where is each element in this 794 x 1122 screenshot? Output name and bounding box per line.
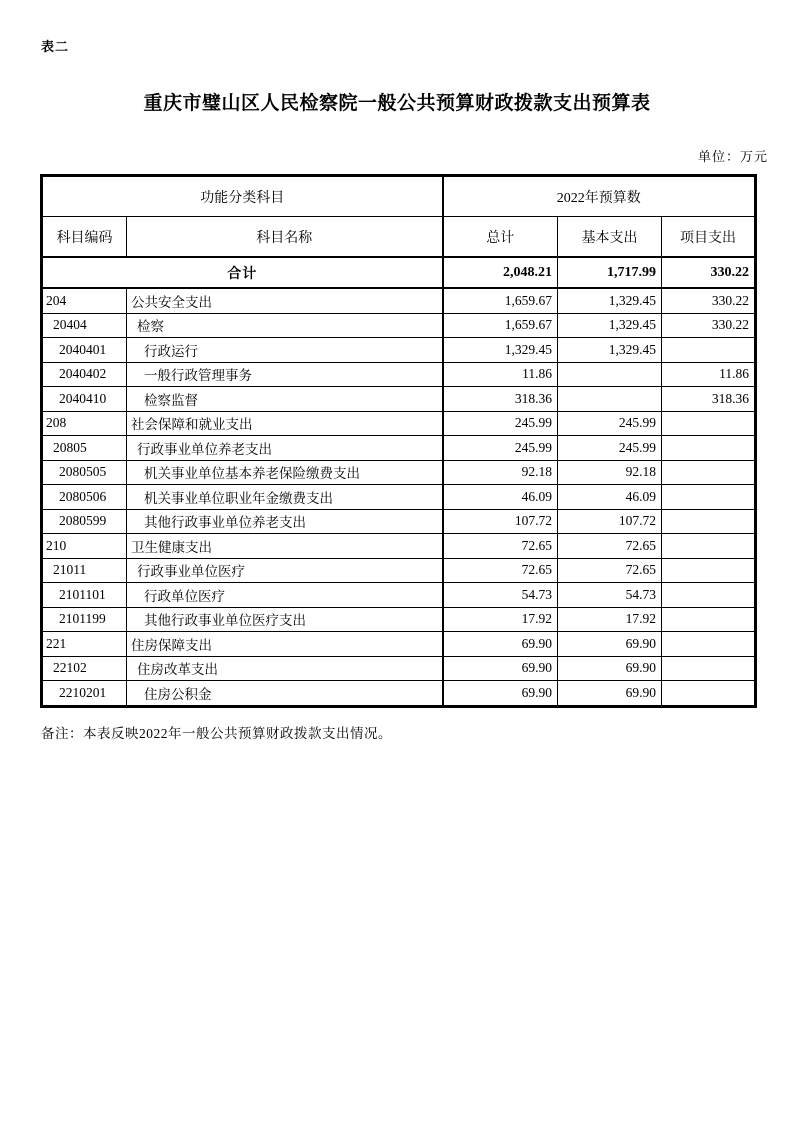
code-cell: 20404 <box>42 313 127 338</box>
project-cell <box>662 681 756 707</box>
code-cell: 2080506 <box>42 485 127 510</box>
code-cell: 21011 <box>42 558 127 583</box>
table-row <box>42 411 756 436</box>
table-row <box>42 558 756 583</box>
name-cell: 行政事业单位养老支出 <box>127 436 443 461</box>
name-cell: 公共安全支出 <box>127 288 443 313</box>
footer-note: 备注：本表反映2022年一般公共预算财政拨款支出情况。 <box>41 726 392 741</box>
basic-cell: 245.99 <box>558 436 662 461</box>
total-cell: 1,659.67 <box>443 313 558 338</box>
total-cell: 11.86 <box>443 362 558 387</box>
header-budget-2022: 2022年预算数 <box>443 176 756 217</box>
project-cell <box>662 411 756 436</box>
project-cell <box>662 632 756 657</box>
code-cell: 2040401 <box>42 338 127 363</box>
header-functional-category: 功能分类科目 <box>42 176 443 217</box>
name-cell: 行政运行 <box>127 338 443 363</box>
header-name: 科目名称 <box>127 217 443 258</box>
project-cell <box>662 460 756 485</box>
code-cell: 2101199 <box>42 607 127 632</box>
total-cell: 54.73 <box>443 583 558 608</box>
basic-cell: 72.65 <box>558 558 662 583</box>
basic-cell: 69.90 <box>558 681 662 707</box>
name-cell: 一般行政管理事务 <box>127 362 443 387</box>
table-row <box>42 656 756 681</box>
total-row <box>42 257 756 288</box>
code-cell: 2080599 <box>42 509 127 534</box>
name-cell: 住房公积金 <box>127 681 443 707</box>
basic-cell <box>558 387 662 412</box>
table-row <box>42 534 756 559</box>
total-cell: 107.72 <box>443 509 558 534</box>
basic-cell: 1,717.99 <box>558 257 662 288</box>
name-cell: 其他行政事业单位医疗支出 <box>127 607 443 632</box>
basic-cell: 17.92 <box>558 607 662 632</box>
total-cell: 69.90 <box>443 656 558 681</box>
project-cell: 318.36 <box>662 387 756 412</box>
budget-table <box>40 174 757 708</box>
project-cell <box>662 338 756 363</box>
total-label: 合计 <box>42 257 443 288</box>
project-cell <box>662 436 756 461</box>
name-cell: 社会保障和就业支出 <box>127 411 443 436</box>
total-cell: 2,048.21 <box>443 257 558 288</box>
table-row <box>42 460 756 485</box>
total-cell: 72.65 <box>443 534 558 559</box>
total-cell: 46.09 <box>443 485 558 510</box>
table-row <box>42 338 756 363</box>
code-cell: 210 <box>42 534 127 559</box>
basic-cell: 1,329.45 <box>558 288 662 313</box>
project-cell <box>662 656 756 681</box>
basic-cell: 1,329.45 <box>558 313 662 338</box>
basic-cell: 72.65 <box>558 534 662 559</box>
total-cell: 318.36 <box>443 387 558 412</box>
header-group-row <box>42 176 756 217</box>
code-cell: 20805 <box>42 436 127 461</box>
code-cell: 221 <box>42 632 127 657</box>
name-cell: 检察 <box>127 313 443 338</box>
project-cell: 330.22 <box>662 313 756 338</box>
total-cell: 69.90 <box>443 632 558 657</box>
basic-cell: 69.90 <box>558 656 662 681</box>
total-cell: 17.92 <box>443 607 558 632</box>
code-cell: 22102 <box>42 656 127 681</box>
header-columns-row <box>42 217 756 258</box>
project-cell <box>662 485 756 510</box>
basic-cell: 54.73 <box>558 583 662 608</box>
header-basic: 基本支出 <box>558 217 662 258</box>
header-code: 科目编码 <box>42 217 127 258</box>
basic-cell: 69.90 <box>558 632 662 657</box>
total-cell: 92.18 <box>443 460 558 485</box>
header-project: 项目支出 <box>662 217 756 258</box>
project-cell <box>662 583 756 608</box>
budget-table-body <box>42 257 756 706</box>
table-row <box>42 485 756 510</box>
project-cell <box>662 534 756 559</box>
table-row <box>42 583 756 608</box>
code-cell: 2040410 <box>42 387 127 412</box>
project-cell <box>662 607 756 632</box>
table-row <box>42 288 756 313</box>
table-row <box>42 362 756 387</box>
total-cell: 1,329.45 <box>443 338 558 363</box>
code-cell: 208 <box>42 411 127 436</box>
table-row <box>42 632 756 657</box>
name-cell: 行政单位医疗 <box>127 583 443 608</box>
basic-cell: 107.72 <box>558 509 662 534</box>
name-cell: 行政事业单位医疗 <box>127 558 443 583</box>
project-cell: 330.22 <box>662 257 756 288</box>
code-cell: 2080505 <box>42 460 127 485</box>
basic-cell: 92.18 <box>558 460 662 485</box>
name-cell: 其他行政事业单位养老支出 <box>127 509 443 534</box>
total-cell: 245.99 <box>443 411 558 436</box>
table-label: 表二 <box>41 39 70 54</box>
code-cell: 2101101 <box>42 583 127 608</box>
name-cell: 住房保障支出 <box>127 632 443 657</box>
project-cell <box>662 509 756 534</box>
total-cell: 72.65 <box>443 558 558 583</box>
table-row <box>42 509 756 534</box>
header-total: 总计 <box>443 217 558 258</box>
table-row <box>42 607 756 632</box>
basic-cell: 1,329.45 <box>558 338 662 363</box>
total-cell: 245.99 <box>443 436 558 461</box>
project-cell: 330.22 <box>662 288 756 313</box>
unit-note: 单位：万元 <box>697 149 768 164</box>
table-row <box>42 436 756 461</box>
code-cell: 2210201 <box>42 681 127 707</box>
code-cell: 204 <box>42 288 127 313</box>
name-cell: 检察监督 <box>127 387 443 412</box>
table-row <box>42 387 756 412</box>
name-cell: 住房改革支出 <box>127 656 443 681</box>
project-cell <box>662 558 756 583</box>
basic-cell: 245.99 <box>558 411 662 436</box>
project-cell: 11.86 <box>662 362 756 387</box>
code-cell: 2040402 <box>42 362 127 387</box>
table-row <box>42 681 756 707</box>
basic-cell <box>558 362 662 387</box>
name-cell: 机关事业单位基本养老保险缴费支出 <box>127 460 443 485</box>
name-cell: 机关事业单位职业年金缴费支出 <box>127 485 443 510</box>
name-cell: 卫生健康支出 <box>127 534 443 559</box>
page-title: 重庆市璧山区人民检察院一般公共预算财政拨款支出预算表 <box>143 93 651 114</box>
total-cell: 69.90 <box>443 681 558 707</box>
table-row <box>42 313 756 338</box>
total-cell: 1,659.67 <box>443 288 558 313</box>
basic-cell: 46.09 <box>558 485 662 510</box>
